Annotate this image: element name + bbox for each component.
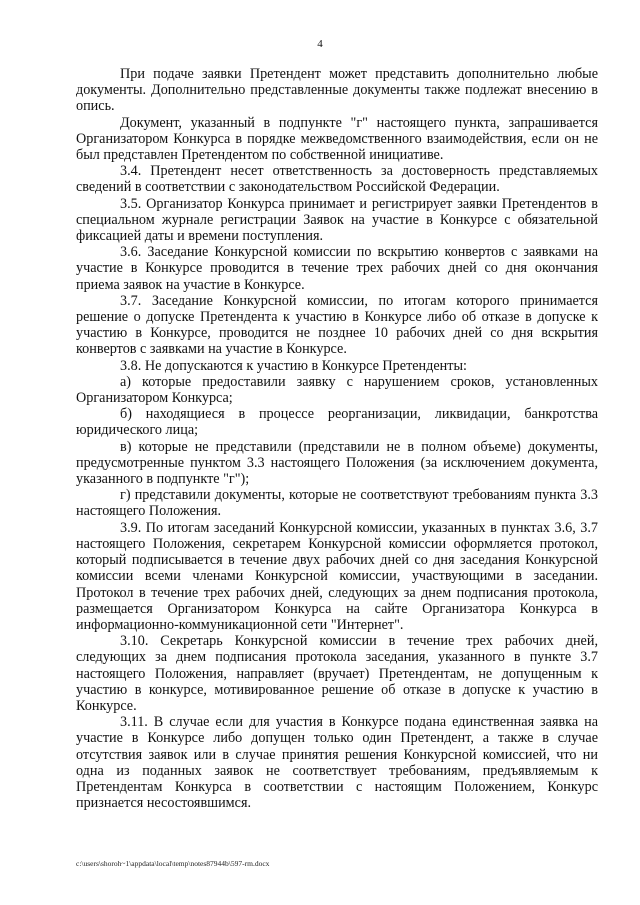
footer-file-path: c:\users\shoroh~1\appdata\local\temp\notes87944b\597-rm.docx [76,859,270,868]
paragraph-3-5: 3.5. Организатор Конкурса принимает и регистрирует заявки Претендентов в специальном журнале регистрации Заявок на участие в Конкурсе с обязательной фиксацией даты и времени поступления. [76,195,598,245]
page-number: 4 [317,38,323,50]
paragraph-3-8-g: г) представили документы, которые не соответствуют требованиям пункта 3.3 настоящего Положения. [76,487,598,520]
document-body [76,66,598,811]
paragraph-3-11: 3.11. В случае если для участия в Конкурсе подана единственная заявка на участие в Конкурсе либо допущен только один Претендент, а также в случае отсутствия заявок или в случае принятия решения Конкурсной комиссией, что ни одна из поданных заявок не соответствует требованиям, предъявляемым к Претендентам Конкурса в соответствии с настоящим Положением, Конкурс признается несостоявшимся. [76,714,598,812]
paragraph-3-9: 3.9. По итогам заседаний Конкурсной комиссии, указанных в пунктах 3.6, 3.7 настоящего Положения, секретарем Конкурсной комиссии оформляется протокол, который подписывается в течение двух рабочих дней со дня заседания Конкурсной комиссии всеми членами Конкурсной комиссии, участвующими в заседании. Протокол в течение трех рабочих дней, следующих за днем подписания протокола, размещается Организатором Конкурса на сайте Организатора Конкурса в информационно-коммуникационной сети "Интернет". [76,519,598,633]
paragraph-3-4: 3.4. Претендент несет ответственность за достоверность представляемых сведений в соответствии с законодательством Российской Федерации. [76,163,598,196]
paragraph-3-8-v: в) которые не представили (представили не в полном объеме) документы, предусмотренные пунктом 3.3 настоящего Положения (за исключением документа, указанного в подпункте "г"); [76,438,598,488]
paragraph-3-7: 3.7. Заседание Конкурсной комиссии, по итогам которого принимается решение о допуске Претендента к участию в Конкурсе либо об отказе в допуске к участию в Конкурсе, проводится не позднее 10 рабочих дней со дня вскрытия конвертов с заявками на участие в Конкурсе. [76,292,598,358]
paragraph-3-8: 3.8. Не допускаются к участию в Конкурсе Претенденты: [120,357,467,374]
paragraph-interagency-request: Документ, указанный в подпункте "г" настоящего пункта, запрашивается Организатором Конкурса в порядке межведомственного взаимодействия, если он не был представлен Претендентом по собственной инициативе. [76,114,598,164]
paragraph-3-8-a: а) которые предоставили заявку с нарушением сроков, установленных Организатором Конкурса; [76,373,598,407]
paragraph-additional-documents: При подаче заявки Претендент может представить дополнительно любые документы. Дополнительно представленные документы также подлежат внесению в опись. [76,66,598,115]
paragraph-3-8-b: б) находящиеся в процессе реорганизации, ликвидации, банкротства юридического лица; [76,406,598,439]
paragraph-3-10: 3.10. Секретарь Конкурсной комиссии в течение трех рабочих дней, следующих за днем подписания протокола заседания, указанного в пункте 3.7 настоящего Положения, направляет (вручает) Претендентам, не допущенным к участию в конкурсе, мотивированное решение об отказе в допуске к участию в Конкурсе. [76,633,598,714]
paragraph-3-6: 3.6. Заседание Конкурсной комиссии по вскрытию конвертов с заявками на участие в Конкурсе проводится в течение трех рабочих дней со дня окончания приема заявок на участие в Конкурсе. [76,244,598,293]
